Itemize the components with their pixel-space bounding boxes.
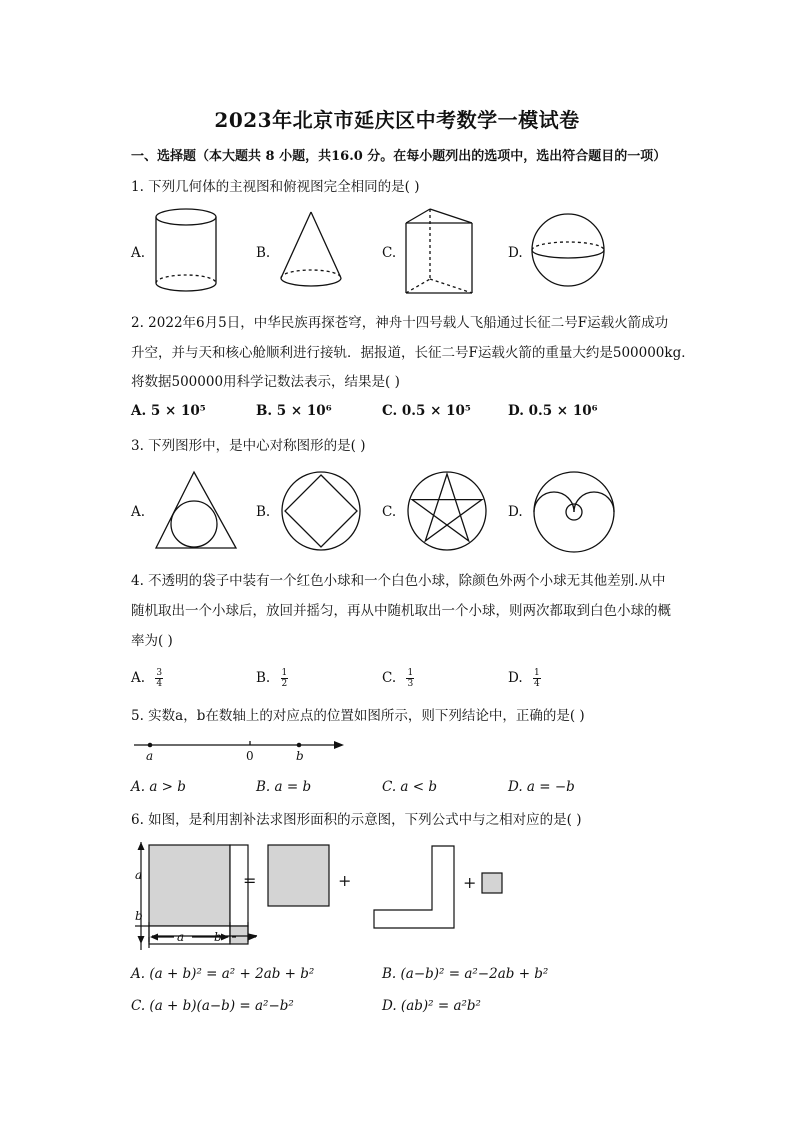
- q3-option-d-label: D.: [508, 504, 523, 520]
- question-2-line-3: 将数据500000用科学记数法表示，结果是( ): [131, 374, 400, 390]
- question-2-line-1: 2. 2022年6月5日，中华民族再探苍穹，神舟十四号载人飞船通过长征二号F运载火箭成功: [131, 315, 669, 331]
- q5-option-a: A. a > b: [131, 779, 186, 795]
- q4-d-denominator: 4: [533, 679, 540, 689]
- q4-c-numerator: 1: [407, 668, 414, 678]
- question-1-stem: 1. 下列几何体的主视图和俯视图完全相同的是( ): [131, 179, 420, 195]
- page-title: 2023年北京市延庆区中考数学一模试卷: [214, 108, 580, 132]
- q2-option-d: D. 0.5 × 10⁶: [508, 403, 598, 419]
- q4-option-c: [382, 668, 414, 689]
- q4-option-b: [256, 668, 288, 689]
- q6-option-d: D. (ab)² = a²b²: [382, 998, 481, 1014]
- figure-label-a-vertical: a: [135, 868, 143, 882]
- q1-option-c-label: C.: [382, 245, 397, 261]
- cylinder-figure: [150, 205, 225, 300]
- q4-a-numerator: 3: [156, 668, 163, 678]
- q6-option-c: C. (a + b)(a−b) = a²−b²: [131, 998, 294, 1014]
- q4-option-d-fraction: [533, 668, 541, 689]
- q4-option-b-label: B.: [256, 670, 271, 686]
- q3-option-c-label: C.: [382, 504, 397, 520]
- number-line-figure: [132, 736, 352, 770]
- figure-equals-sign: =: [243, 871, 257, 890]
- q4-d-numerator: 1: [533, 668, 540, 678]
- number-line-label-a: a: [146, 749, 154, 763]
- question-4-line-2: 随机取出一个小球后，放回并摇匀，再从中随机取出一个小球，则两次都取到白色小球的概: [131, 603, 671, 619]
- triangle-incircle-figure: [152, 470, 242, 552]
- q4-option-d: [508, 668, 541, 689]
- q4-c-denominator: 3: [407, 679, 414, 689]
- figure-plus-sign-2: +: [463, 873, 477, 892]
- figure-label-a-horizontal: a: [177, 930, 185, 944]
- question-5-stem: 5. 实数a，b在数轴上的对应点的位置如图所示，则下列结论中，正确的是( ): [131, 708, 585, 724]
- circle-pentagram-figure: [406, 470, 490, 554]
- sphere-figure: [530, 212, 610, 292]
- circle-inscribed-square-figure: [280, 470, 364, 554]
- q4-a-denominator: 4: [156, 679, 163, 689]
- q2-option-b: B. 5 × 10⁶: [256, 403, 332, 419]
- number-line-label-zero: 0: [246, 749, 254, 763]
- question-4-line-1: 4. 不透明的袋子中装有一个红色小球和一个白色小球，除颜色外两个小球无其他差别.从中: [131, 573, 666, 589]
- q4-option-a-fraction: [155, 668, 163, 689]
- q4-option-a: [131, 668, 163, 689]
- q1-option-a-label: A.: [131, 245, 146, 261]
- q5-option-d: D. a = −b: [508, 779, 575, 795]
- q5-option-b: B. a = b: [256, 779, 312, 795]
- q1-option-d-label: D.: [508, 245, 523, 261]
- q4-option-c-label: C.: [382, 670, 397, 686]
- question-2-line-2: 升空，并与天和核心舱顺利进行接轨．据报道，长征二号F运载火箭的重量大约是500000kg．: [131, 345, 695, 361]
- q4-option-b-fraction: [281, 668, 289, 689]
- question-3-stem: 3. 下列图形中，是中心对称图形的是( ): [131, 438, 366, 454]
- q4-option-a-label: A.: [131, 670, 146, 686]
- circle-arcs-figure: [532, 470, 618, 556]
- question-6-stem: 6. 如图，是利用割补法求图形面积的示意图，下列公式中与之相对应的是( ): [131, 812, 582, 828]
- q2-option-a: A. 5 × 10⁵: [131, 403, 206, 419]
- width-dimension-arrows: [132, 920, 262, 942]
- q3-option-a-label: A.: [131, 504, 146, 520]
- q5-option-c: C. a < b: [382, 779, 438, 795]
- figure-plus-sign-1: +: [338, 871, 352, 890]
- q4-option-d-label: D.: [508, 670, 523, 686]
- cone-figure: [275, 210, 350, 295]
- number-line-label-b: b: [296, 749, 304, 763]
- question-4-line-3: 率为( ): [131, 633, 173, 649]
- figure-label-b-vertical: b: [135, 909, 143, 923]
- q1-option-b-label: B.: [256, 245, 271, 261]
- q6-option-b: B. (a−b)² = a²−2ab + b²: [382, 966, 549, 982]
- q4-b-numerator: 1: [281, 668, 288, 678]
- section-heading: 一、选择题（本大题共 8 小题，共16.0 分。在每小题列出的选项中，选出符合题目的一项）: [131, 149, 667, 164]
- q4-b-denominator: 2: [281, 679, 288, 689]
- q3-option-b-label: B.: [256, 504, 271, 520]
- q4-option-c-fraction: [406, 668, 414, 689]
- triangular-prism-figure: [402, 205, 477, 300]
- figure-label-b-horizontal: b: [214, 930, 222, 944]
- q2-option-c: C. 0.5 × 10⁵: [382, 403, 471, 419]
- q6-option-a: A. (a + b)² = a² + 2ab + b²: [131, 966, 315, 982]
